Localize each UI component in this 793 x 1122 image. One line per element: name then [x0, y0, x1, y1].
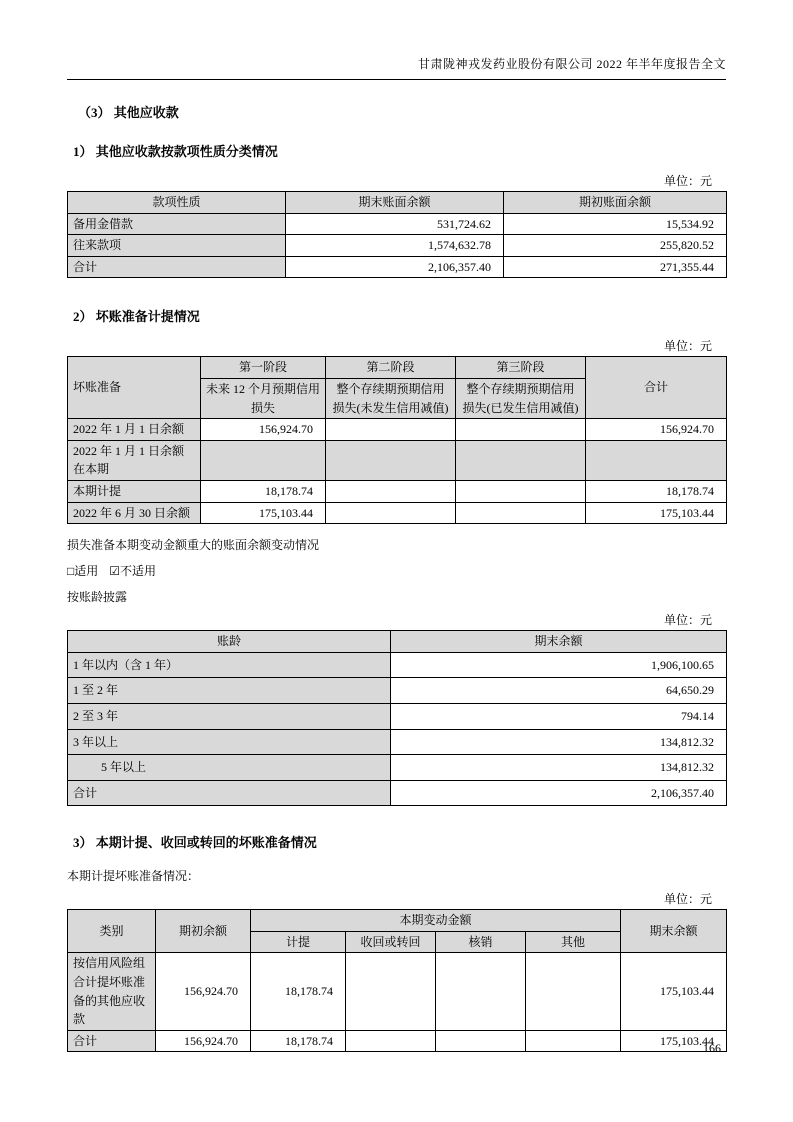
- subheader-cell: 未来 12 个月预期信用损失: [201, 378, 326, 418]
- row-label-cell: 往来款项: [68, 235, 286, 257]
- value-cell: 156,924.70: [586, 419, 727, 441]
- value-cell: 18,178.74: [586, 480, 727, 502]
- value-cell: [346, 1030, 436, 1052]
- note-aging-disclosure: 按账龄披露: [67, 590, 128, 605]
- unit-label: 单位：元: [663, 613, 712, 628]
- value-cell: 134,812.32: [391, 729, 727, 755]
- value-cell: 175,103.44: [621, 953, 727, 1030]
- value-cell: [326, 480, 456, 502]
- table-row: [68, 729, 727, 755]
- value-cell: 271,355.44: [504, 256, 727, 278]
- table-header-row: [68, 910, 727, 932]
- value-cell: 18,178.74: [251, 953, 346, 1030]
- applicability-line: [67, 562, 726, 579]
- row-label-cell: 2 至 3 年: [68, 703, 391, 729]
- table-row: [68, 953, 727, 1030]
- value-cell: 794.14: [391, 703, 727, 729]
- header-cell: 期初账面余额: [504, 192, 727, 214]
- subheader-cell: 整个存续期预期信用损失(未发生信用减值): [326, 378, 456, 418]
- header-group-cell: 本期变动金额: [251, 910, 621, 932]
- header-cell: 期末账面余额: [286, 192, 504, 214]
- value-cell: [526, 1030, 621, 1052]
- header-cell: 类别: [68, 910, 156, 953]
- row-label-cell: 2022 年 1 月 1 日余额在本期: [68, 440, 201, 480]
- value-cell: 18,178.74: [201, 480, 326, 502]
- value-cell: 64,650.29: [391, 678, 727, 704]
- value-cell: 175,103.44: [621, 1030, 727, 1052]
- value-cell: 175,103.44: [201, 502, 326, 524]
- table-row: [68, 419, 727, 441]
- value-cell: 156,924.70: [201, 419, 326, 441]
- header-cell: 款项性质: [68, 192, 286, 214]
- value-cell: [326, 419, 456, 441]
- value-cell: 15,534.92: [504, 213, 727, 235]
- row-label-cell: 1 至 2 年: [68, 678, 391, 704]
- value-cell: [346, 953, 436, 1030]
- value-cell: [201, 440, 326, 480]
- value-cell: [436, 1030, 526, 1052]
- value-cell: 134,812.32: [391, 755, 727, 781]
- unit-label: 单位：元: [663, 339, 712, 354]
- table-header-row: [68, 192, 727, 214]
- unit-label: 单位：元: [663, 892, 712, 907]
- table-row: [68, 678, 727, 704]
- value-cell: 175,103.44: [586, 502, 727, 524]
- row-label-cell: 1 年以内（含 1 年）: [68, 652, 391, 678]
- header-cell: 期末余额: [391, 631, 727, 653]
- row-label-cell: 合计: [68, 256, 286, 278]
- row-label-cell: 5 年以上: [68, 755, 391, 781]
- value-cell: 156,924.70: [156, 1030, 251, 1052]
- value-cell: [456, 502, 586, 524]
- header-cell: 第三阶段: [456, 357, 586, 379]
- table-row: [68, 213, 727, 235]
- value-cell: 1,906,100.65: [391, 652, 727, 678]
- table-row: [68, 703, 727, 729]
- value-cell: [456, 480, 586, 502]
- value-cell: 531,724.62: [286, 213, 504, 235]
- not-applicable-checkbox: ☑不适用: [109, 564, 157, 579]
- table-row: [68, 502, 727, 524]
- value-cell: 18,178.74: [251, 1030, 346, 1052]
- row-label-cell: 2022 年 1 月 1 日余额: [68, 419, 201, 441]
- value-cell: [526, 953, 621, 1030]
- table-row: [68, 652, 727, 678]
- subsection-heading-provision-movement: 3） 本期计提、收回或转回的坏账准备情况: [73, 835, 317, 851]
- table-header-row: [68, 631, 727, 653]
- header-cell: 第一阶段: [201, 357, 326, 379]
- table-row: [68, 755, 727, 781]
- row-label-cell: 3 年以上: [68, 729, 391, 755]
- table-row: [68, 440, 727, 480]
- header-cell: 账龄: [68, 631, 391, 653]
- corner-header-cell: 坏账准备: [68, 357, 201, 419]
- table-row: [68, 235, 727, 257]
- value-cell: 255,820.52: [504, 235, 727, 257]
- row-label-cell: 按信用风险组合计提坏账准备的其他应收款: [68, 953, 156, 1030]
- row-label-cell: 2022 年 6 月 30 日余额: [68, 502, 201, 524]
- subheader-cell: 计提: [251, 931, 346, 953]
- note-significant-change: 损失准备本期变动金额重大的账面余额变动情况: [67, 538, 320, 553]
- row-label-cell: 合计: [68, 780, 391, 806]
- applicable-checkbox: □适用: [67, 564, 99, 579]
- subheader-cell: 核销: [436, 931, 526, 953]
- aging-table: [67, 630, 727, 806]
- table-row: [68, 256, 727, 278]
- header-cell: 期末余额: [621, 910, 727, 953]
- table-row: [68, 780, 727, 806]
- value-cell: [586, 440, 727, 480]
- row-label-cell: 合计: [68, 1030, 156, 1052]
- subheader-cell: 其他: [526, 931, 621, 953]
- subheader-cell: 整个存续期预期信用损失(已发生信用减值): [456, 378, 586, 418]
- value-cell: [456, 419, 586, 441]
- value-cell: 156,924.70: [156, 953, 251, 1030]
- subsection-heading-bad-debt-provision: 2） 坏账准备计提情况: [73, 309, 200, 325]
- header-cell: 合计: [586, 357, 727, 419]
- bad-debt-provision-stage-table: [67, 356, 727, 524]
- value-cell: [326, 502, 456, 524]
- value-cell: 1,574,632.78: [286, 235, 504, 257]
- document-header: 甘肃陇神戎发药业股份有限公司 2022 年半年度报告全文: [67, 55, 726, 80]
- page-number: 166: [703, 1041, 721, 1055]
- value-cell: [436, 953, 526, 1030]
- header-cell: 期初余额: [156, 910, 251, 953]
- row-label-cell: 备用金借款: [68, 213, 286, 235]
- provision-movement-table: [67, 909, 727, 1052]
- table-row: [68, 1030, 727, 1052]
- table-row: [68, 480, 727, 502]
- subheader-cell: 收回或转回: [346, 931, 436, 953]
- value-cell: [456, 440, 586, 480]
- note-current-provision: 本期计提坏账准备情况：: [67, 869, 200, 884]
- receivables-by-nature-table: [67, 191, 727, 278]
- table-header-row: [68, 357, 727, 379]
- value-cell: [326, 440, 456, 480]
- header-cell: 第二阶段: [326, 357, 456, 379]
- section-heading-other-receivables: （3） 其他应收款: [78, 105, 179, 120]
- row-label-cell: 本期计提: [68, 480, 201, 502]
- value-cell: 2,106,357.40: [286, 256, 504, 278]
- subsection-heading-classification: 1） 其他应收款按款项性质分类情况: [73, 144, 278, 159]
- unit-label: 单位：元: [663, 174, 712, 188]
- value-cell: 2,106,357.40: [391, 780, 727, 806]
